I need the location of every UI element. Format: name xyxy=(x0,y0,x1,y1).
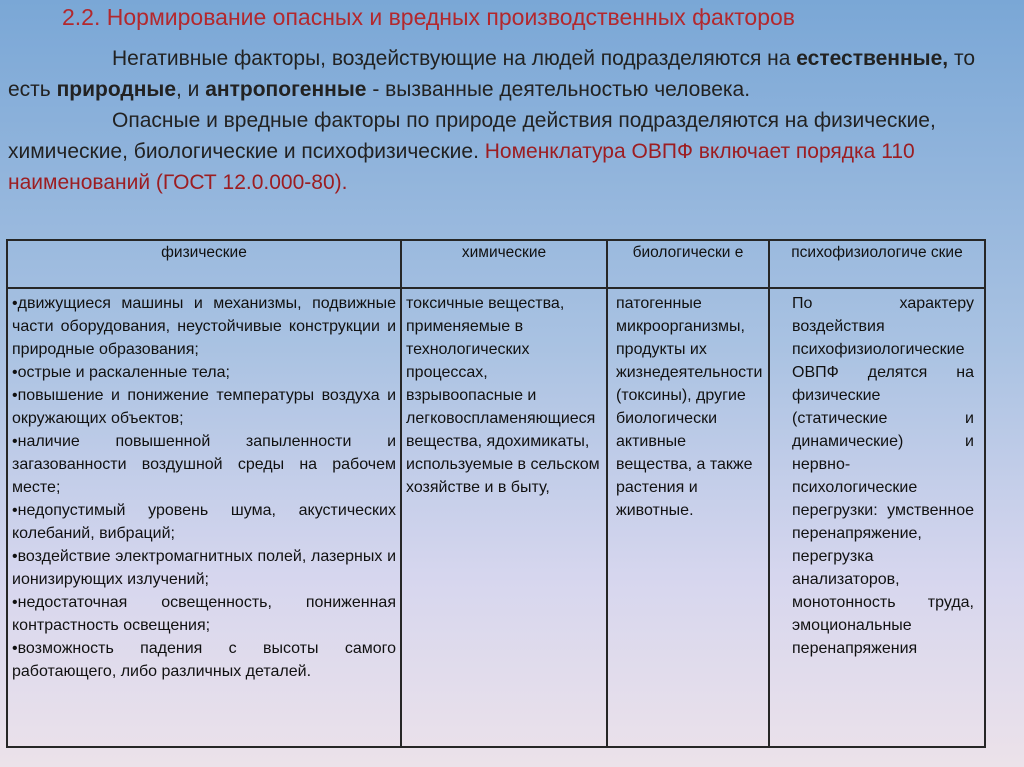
intro-text-3: , и xyxy=(176,78,206,101)
table-row xyxy=(7,288,985,747)
header-biological: биологически е xyxy=(607,240,769,288)
slide-title: 2.2. Нормирование опасных и вредных производственных факторов xyxy=(62,4,796,30)
nomenclature-note: Номенклатура ОВПФ включает порядка 110 наименований (ГОСТ 12.0.000-80). xyxy=(8,140,915,194)
header-physical: физические xyxy=(7,240,401,288)
list-item: •недостаточная освещенность, пониженная контрастность освещения; xyxy=(12,594,396,634)
intro-text-4: - вызванные деятельностью человека. xyxy=(366,78,751,101)
intro-text-2: то есть xyxy=(8,47,976,101)
intro-text-1: Негативные факторы, воздействующие на людей подразделяются на xyxy=(112,47,797,70)
intro-paragraph-2 xyxy=(8,105,1008,198)
list-item: •возможность падения с высоты самого работающего, либо различных деталей. xyxy=(12,640,396,680)
table-header-row xyxy=(7,240,985,288)
list-item: •недопустимый уровень шума, акустических колебаний, вибраций; xyxy=(12,502,396,542)
list-item: •острые и раскаленные тела; xyxy=(12,364,230,381)
header-psychophysiological: психофизиологиче ские xyxy=(769,240,985,288)
list-item: •воздействие электромагнитных полей, лазерных и ионизирующих излучений; xyxy=(12,548,396,588)
list-item: •наличие повышенной запыленности и загазованности воздушной среды на рабочем месте; xyxy=(12,433,396,496)
list-item: •движущиеся машины и механизмы, подвижные части оборудования, неустойчивые конструкции и природные образования; xyxy=(12,295,396,358)
header-chemical: химические xyxy=(401,240,607,288)
intro-text-5: Опасные и вредные факторы по природе действия подразделяются на физические, химические, биологические и психофизические. xyxy=(8,109,936,163)
factors-table xyxy=(6,239,986,748)
physical-factors-cell xyxy=(7,288,401,747)
intro-text xyxy=(8,43,1008,198)
term-natural-origin: природные xyxy=(56,78,177,101)
term-anthropogenic: антропогенные xyxy=(205,78,367,101)
chemical-factors-cell: токсичные вещества, применяемые в технологических процессах, взрывоопасные и легковоспламеняющиеся вещества, ядохимикаты, используемые в сельском хозяйстве и в быту, xyxy=(401,288,607,747)
psychophysiological-factors-cell: По характеру воздействия психофизиологические ОВПФ делятся на физические (статические и динамические) и нервно-психологические перегрузки: умственное перенапряжение, перегрузка анализаторов, монотонность труда, эмоциональные перенапряжения xyxy=(769,288,985,747)
biological-factors-cell: патогенные микроорганизмы, продукты их жизнедеятельности (токсины), другие биологически активные вещества, а также растения и животные. xyxy=(607,288,769,747)
term-natural: естественные, xyxy=(796,47,949,70)
intro-paragraph-1 xyxy=(8,43,1008,105)
list-item: •повышение и понижение температуры воздуха и окружающих объектов; xyxy=(12,387,396,427)
